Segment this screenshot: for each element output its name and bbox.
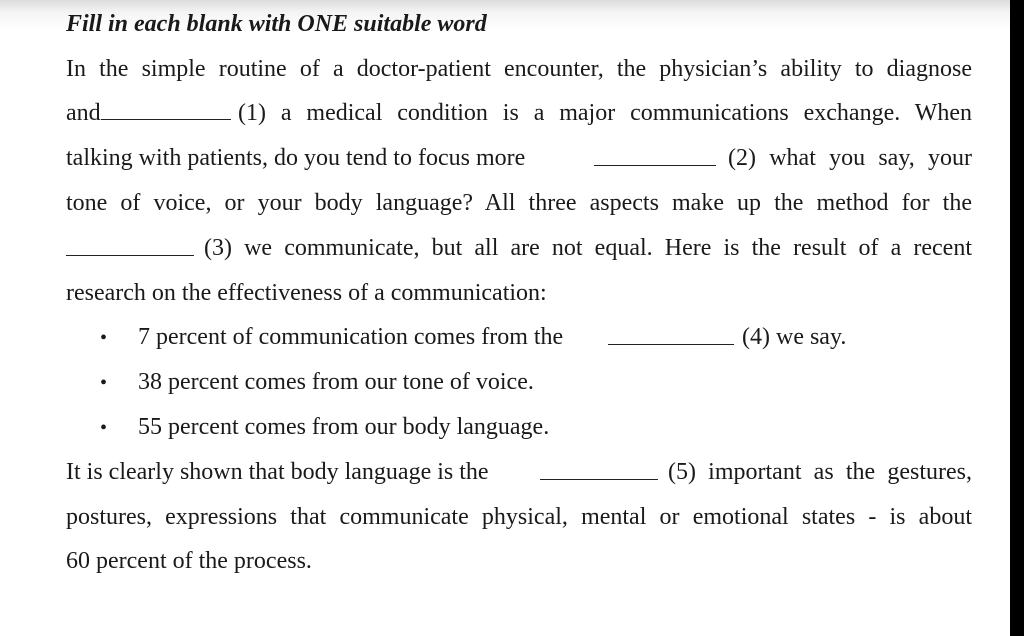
paragraph1-line1: [66, 54, 972, 84]
paragraph1-line6: [66, 278, 972, 308]
blank-1[interactable]: [101, 99, 231, 120]
text-segment: research on the effectiveness of a communication:: [66, 280, 547, 306]
text-segment: (3) we communicate, but all are not equal. Here is the result of a recent: [204, 235, 972, 261]
text-segment: In the simple routine of a doctor-patient encounter, the physician’s ability to diagnose: [66, 56, 972, 82]
blank-3[interactable]: [66, 235, 194, 256]
text-segment: postures, expressions that communicate physical, mental or emotional states - is about: [66, 504, 972, 530]
bullet-item-3: [100, 412, 549, 443]
paragraph2-line3: [66, 546, 972, 576]
paragraph2-line2: [66, 502, 972, 532]
text-segment: (5) important as the gestures,: [668, 459, 972, 485]
bullet-icon: [100, 367, 138, 398]
text-segment: tone of voice, or your body language? All three aspects make up the method for the: [66, 190, 972, 216]
text-segment: 55 percent comes from our body language.: [138, 414, 550, 440]
paragraph1-line2: [66, 98, 972, 128]
blank-5[interactable]: [540, 459, 658, 480]
paragraph1-line3: [66, 143, 972, 173]
bullet-item-2: [100, 367, 534, 398]
text-segment: (2) what you say, your: [728, 145, 972, 171]
text-segment: and: [66, 100, 101, 126]
bullet-item-1: [100, 322, 847, 353]
paragraph1-line4: [66, 188, 972, 218]
text-segment: talking with patients, do you tend to focus more: [66, 145, 526, 171]
text-segment: It is clearly shown that body language is the: [66, 459, 489, 485]
bullet-icon: [100, 322, 138, 353]
text-segment: 38 percent comes from our tone of voice.: [138, 369, 534, 395]
text-segment: 7 percent of communication comes from the: [138, 324, 564, 350]
bullet-icon: [100, 412, 138, 443]
text-segment: (4) we say.: [742, 324, 847, 350]
text-segment: 60 percent of the process.: [66, 548, 312, 574]
blank-4[interactable]: [608, 324, 734, 345]
exercise-title: Fill in each blank with ONE suitable word: [66, 11, 487, 37]
blank-2[interactable]: [594, 145, 716, 166]
paragraph2-line1: [66, 457, 972, 487]
text-segment: (1) a medical condition is a major communications exchange. When: [238, 100, 972, 126]
